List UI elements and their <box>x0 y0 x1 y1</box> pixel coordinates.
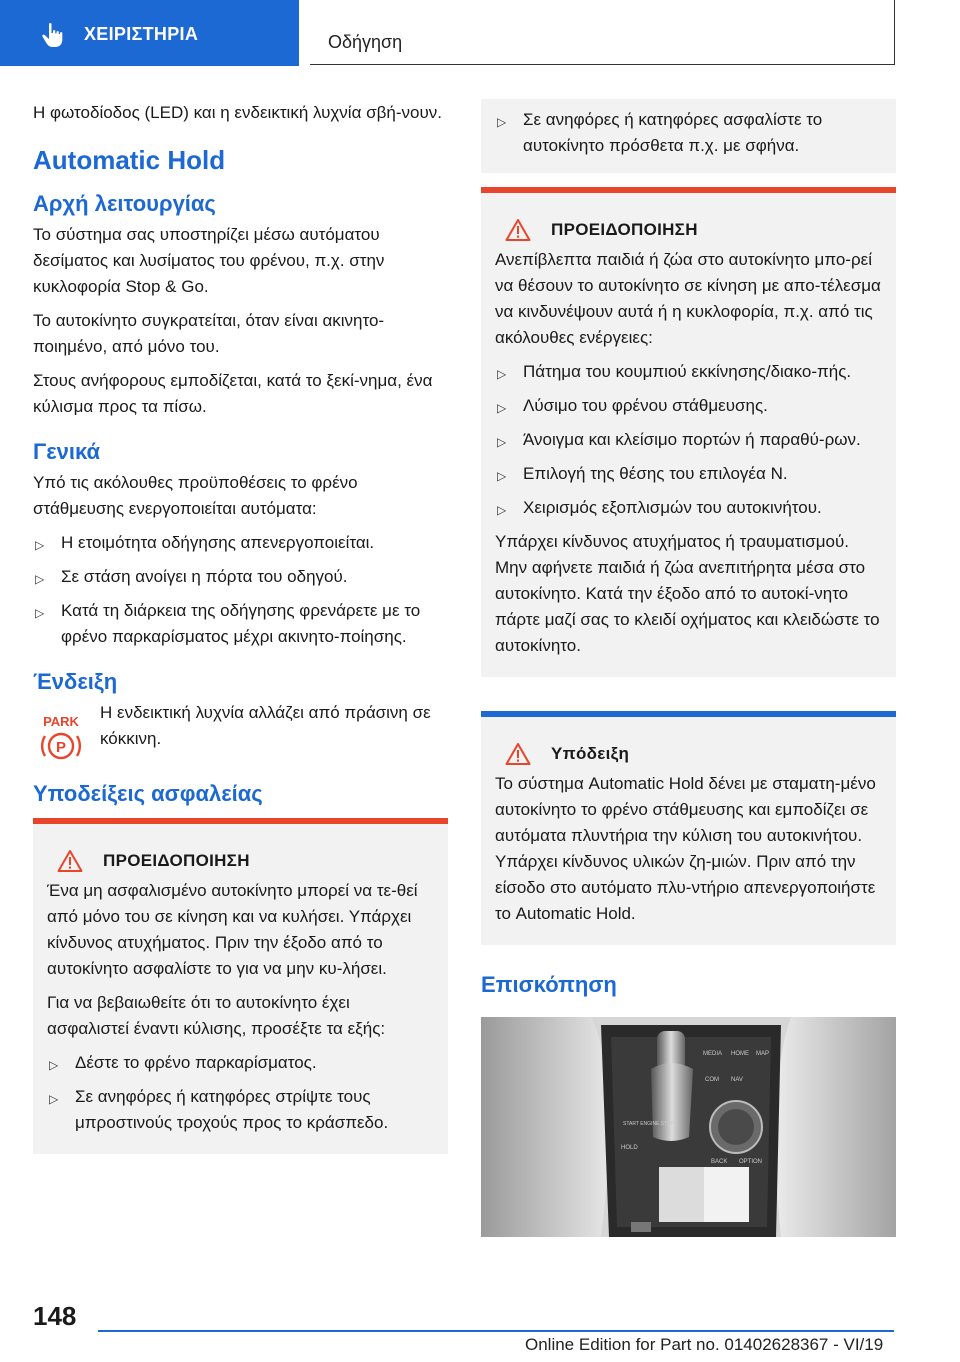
list-item-text: Η ετοιμότητα οδήγησης απενεργοποιείται. <box>61 533 375 552</box>
list-item <box>495 495 882 521</box>
warning-triangle-icon <box>57 849 83 873</box>
triangle-bullet-icon: ▷ <box>497 503 507 517</box>
park-label: PARK <box>43 714 79 729</box>
warning-box <box>481 187 896 677</box>
page-title: Automatic Hold <box>33 145 226 175</box>
center-console-photo <box>481 1017 896 1237</box>
indicator-text: Η ενδεικτική λυχνία αλλάζει από πράσινη σε κόκκινη. <box>100 703 431 748</box>
continuation-list <box>495 107 882 159</box>
principle-heading: Αρχή λειτουργίας <box>33 191 216 216</box>
park-symbol: P <box>55 739 67 756</box>
notice-title: Υπόδειξη <box>551 744 630 763</box>
indicator-row <box>33 700 448 762</box>
triangle-bullet-icon: ▷ <box>49 1092 59 1106</box>
general-paragraph: Υπό τις ακόλουθες προϋποθέσεις το φρένο στάθμευσης ενεργοποιείται αυτόματα: <box>33 473 358 518</box>
photo-label-home: HOME <box>731 1051 749 1057</box>
list-item-text: Άνοιγμα και κλείσιμο πορτών ή παραθύ-ρων. <box>523 430 861 449</box>
general-heading: Γενικά <box>33 439 101 464</box>
section-label: Οδήγηση <box>328 32 403 52</box>
triangle-bullet-icon: ▷ <box>497 469 507 483</box>
list-item-text: Σε στάση ανοίγει η πόρτα του οδηγού. <box>61 567 348 586</box>
list-item <box>495 359 882 385</box>
warning-header <box>47 848 434 874</box>
notice-box <box>481 711 896 945</box>
photo-label-nav: NAV <box>731 1077 743 1083</box>
principle-paragraph-2: Το αυτοκίνητο συγκρατείται, όταν είναι ακινητο-ποιημένο, από μόνο του. <box>33 311 385 356</box>
notice-paragraph: Το σύστημα Automatic Hold δένει με σταματη-μένο αυτοκίνητο το φρένο στάθμευσης και εμποδίζει σε αυτόματα πλυντήρια την κύλιση του αυτοκινήτου. Υπάρχει κίνδυνος υλικών ζη-μιών. Πριν από την είσοδο στο αυτόματο πλυ-ντήριο απενεργοποιήστε το Automatic Hold. <box>495 774 876 923</box>
warning-paragraph-2: Υπάρχει κίνδυνος ατυχήματος ή τραυματισμού. Μην αφήνετε παιδιά ή ζώα ανεπιτήρητα μέσα στο αυτοκίνητο. Κατά την έξοδο από το αυτοκί-νητο πάρτε μαζί σας το κλειδί οχήματος και κλειδώστε το αυτοκίνητο. <box>495 532 880 655</box>
intro-text: Η φωτοδίοδος (LED) και η ενδεικτική λυχνία σβή-νουν. <box>33 103 442 122</box>
warning-triangle-icon <box>505 218 531 242</box>
list-item-text: Σε ανηφόρες ή κατηφόρες ασφαλίστε το αυτοκίνητο πρόσθετα π.χ. με σφήνα. <box>523 110 823 155</box>
triangle-bullet-icon: ▷ <box>35 572 45 586</box>
warning-box <box>33 818 448 1154</box>
list-item <box>495 107 882 159</box>
hand-pointer-icon <box>40 22 66 48</box>
right-column <box>481 99 896 1237</box>
photo-label-hold: HOLD <box>621 1145 638 1151</box>
list-item <box>495 461 882 487</box>
list-item <box>47 1050 434 1076</box>
left-column <box>33 100 448 1154</box>
photo-label-option: OPTION <box>739 1159 763 1165</box>
list-item <box>47 1084 434 1136</box>
list-item-text: Χειρισμός εξοπλισμών του αυτοκινήτου. <box>523 498 822 517</box>
list-item-text: Επιλογή της θέσης του επιλογέα N. <box>523 464 788 483</box>
warning-paragraph-1: Ένα μη ασφαλισμένο αυτοκίνητο μπορεί να τε-θεί από μόνο του σε κίνηση και να κυλήσει. Υπάρχει κίνδυνος ατυχήματος. Πριν την έξοδο από το αυτοκίνητο ασφαλίστε το για να μην κυ-λήσει. <box>47 881 418 978</box>
triangle-bullet-icon: ▷ <box>49 1058 59 1072</box>
list-item <box>33 598 448 650</box>
photo-label-media: MEDIA <box>703 1051 723 1057</box>
footer-divider <box>98 1330 894 1332</box>
general-list <box>33 530 448 650</box>
park-brake-icon <box>33 712 89 762</box>
warning-list <box>47 1050 434 1136</box>
triangle-bullet-icon: ▷ <box>497 435 507 449</box>
triangle-bullet-icon: ▷ <box>497 401 507 415</box>
indicator-heading: Ένδειξη <box>33 669 118 694</box>
list-item <box>33 564 448 590</box>
overview-heading: Επισκόπηση <box>481 972 617 997</box>
notice-triangle-icon <box>505 742 531 766</box>
principle-paragraph-3: Στους ανήφορους εμποδίζεται, κατά το ξεκί-νημα, ένα κύλισμα προς τα πίσω. <box>33 371 433 416</box>
footer-edition: Online Edition for Part no. 01402628367 - VI/19 <box>525 1335 884 1354</box>
safety-heading: Υποδείξεις ασφαλείας <box>33 781 263 806</box>
list-item-text: Λύσιμο του φρένου στάθμευσης. <box>523 396 768 415</box>
section-tab[interactable] <box>310 0 895 65</box>
triangle-bullet-icon: ▷ <box>35 606 45 620</box>
warning-title: ΠΡΟΕΙΔΟΠΟΙΗΣΗ <box>103 851 250 870</box>
warning-header <box>495 217 882 243</box>
chapter-tab[interactable] <box>0 0 299 66</box>
list-item-text: Δέστε το φρένο παρκαρίσματος. <box>75 1053 317 1072</box>
warning-paragraph-1: Ανεπίβλεπτα παιδιά ή ζώα στο αυτοκίνητο μπο-ρεί να θέσουν το αυτοκίνητο σε κίνηση με απο-τέλεσμα να κινδυνέψουν αυτά ή η κυκλοφορία, π.χ. από τις ακόλουθες ενέργειες: <box>495 250 881 347</box>
triangle-bullet-icon: ▷ <box>497 115 507 129</box>
photo-label-map: MAP <box>756 1051 770 1057</box>
chapter-label: ΧΕΙΡΙΣΤΗΡΙΑ <box>84 24 199 44</box>
principle-paragraph-1: Το σύστημα σας υποστηρίζει μέσω αυτόματου δεσίματος και λυσίματος του φρένου, π.χ. στην κυκλοφορία Stop & Go. <box>33 225 385 296</box>
photo-label-com: COM <box>705 1077 719 1083</box>
warning-list <box>495 359 882 521</box>
photo-label-back: BACK <box>711 1159 728 1165</box>
page-number: 148 <box>33 1301 77 1331</box>
triangle-bullet-icon: ▷ <box>35 538 45 552</box>
list-item <box>495 393 882 419</box>
photo-label-start: START ENGINE STOP <box>623 1121 675 1127</box>
notice-header <box>495 741 882 767</box>
list-item-text: Κατά τη διάρκεια της οδήγησης φρενάρετε με το φρένο παρκαρίσματος μέχρι ακινητο-ποίησης. <box>61 601 421 646</box>
list-item <box>495 427 882 453</box>
warning-paragraph-2: Για να βεβαιωθείτε ότι το αυτοκίνητο έχει ασφαλιστεί έναντι κύλισης, προσέξτε τα εξής: <box>47 993 386 1038</box>
warning-title: ΠΡΟΕΙΔΟΠΟΙΗΣΗ <box>551 220 698 239</box>
list-item-text: Πάτημα του κουμπιού εκκίνησης/διακο-πής. <box>523 362 852 381</box>
warning-continuation <box>481 99 896 173</box>
list-item <box>33 530 448 556</box>
list-item-text: Σε ανηφόρες ή κατηφόρες στρίψτε τους μπροστινούς τροχούς προς το κράσπεδο. <box>75 1087 389 1132</box>
triangle-bullet-icon: ▷ <box>497 367 507 381</box>
